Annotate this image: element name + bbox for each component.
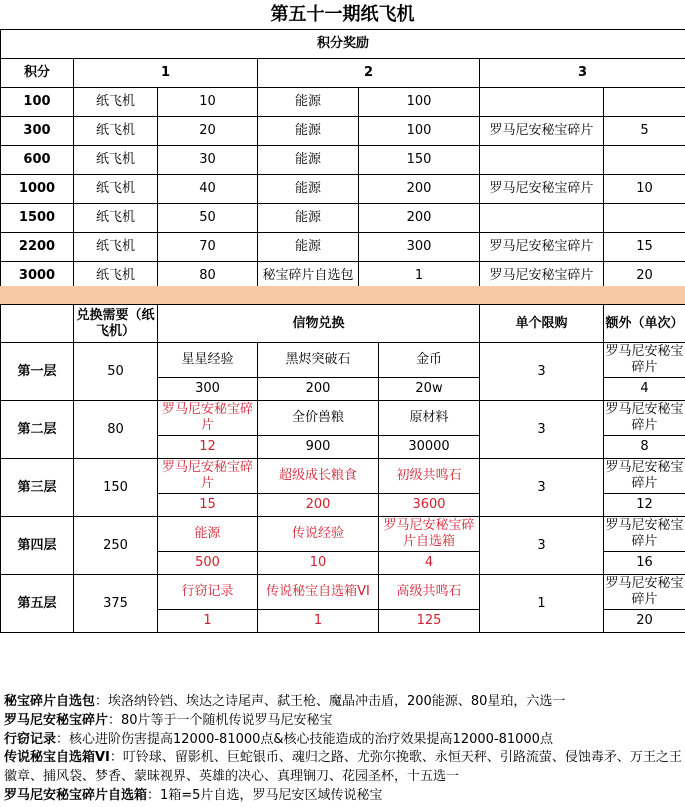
col-items-header: 信物兑换 [158,305,480,343]
reward-count-cell: 50 [158,204,258,233]
note-text: ：叮铃球、留影机、巨蛇银币、魂归之路、尤弥尔挽歌、永恒天秤、引路流萤、侵蚀毒矛、万王之王徽章、捕风袋、梦香、蒙昧视界、英雄的决心、真理锎刀、花园圣杯，十五选一 [4,750,682,785]
col-2-header: 2 [258,59,480,88]
points-cell: 1000 [1,175,74,204]
extra-count-cell: 12 [604,494,685,517]
note-line [4,731,684,750]
reward-row [1,175,685,204]
note-line [4,787,684,806]
exchange-item-cell: 星星经验 [158,343,258,378]
layer-row [1,401,685,436]
reward-row [1,88,685,117]
reward-item-cell: 能源 [258,175,359,204]
reward-count-cell: 200 [359,175,480,204]
exchange-count-cell: 30000 [379,436,480,459]
reward-item-cell: 纸飞机 [74,262,158,291]
reward-count-cell: 5 [604,117,685,146]
exchange-count-cell: 3600 [379,494,480,517]
exchange-corner-cell [1,305,74,343]
reward-count-cell: 20 [158,117,258,146]
reward-item-cell: 秘宝碎片自选包 [258,262,359,291]
col-points-header: 积分 [1,59,74,88]
exchange-count-cell: 300 [158,378,258,401]
exchange-count-cell: 1 [258,610,379,633]
reward-row [1,204,685,233]
extra-name-cell: 罗马尼安秘宝碎片 [604,343,685,378]
reward-count-cell: 20 [604,262,685,291]
extra-count-cell: 16 [604,552,685,575]
reward-item-cell: 纸飞机 [74,204,158,233]
reward-count-cell: 15 [604,233,685,262]
reward-count-cell: 1 [359,262,480,291]
col-need-header: 兑换需要（纸飞机） [74,305,158,343]
exchange-count-cell: 4 [379,552,480,575]
extra-count-cell: 8 [604,436,685,459]
layer-limit-cell: 3 [480,517,604,575]
extra-name-cell: 罗马尼安秘宝碎片 [604,459,685,494]
extra-name-cell: 罗马尼安秘宝碎片 [604,575,685,610]
reward-item-cell [480,88,604,117]
col-1-header: 1 [74,59,258,88]
reward-count-cell [604,88,685,117]
exchange-item-cell: 传说秘宝自选箱VI [258,575,379,610]
points-reward-table [0,29,685,291]
exchange-item-cell: 黑烬突破石 [258,343,379,378]
points-cell: 1500 [1,204,74,233]
page-title: 第五十一期纸飞机 [270,4,415,25]
rewards-header: 积分奖励 [1,30,685,59]
exchange-item-cell: 行窃记录 [158,575,258,610]
col-3-header: 3 [480,59,685,88]
extra-count-cell: 20 [604,610,685,633]
exchange-count-cell: 1 [158,610,258,633]
layer-name-cell: 第五层 [1,575,74,633]
exchange-item-cell: 高级共鸣石 [379,575,480,610]
exchange-item-cell: 传说经验 [258,517,379,552]
exchange-table [0,304,685,633]
layer-need-cell: 375 [74,575,158,633]
layer-need-cell: 80 [74,401,158,459]
reward-count-cell: 200 [359,204,480,233]
reward-item-cell: 能源 [258,117,359,146]
exchange-count-cell: 10 [258,552,379,575]
col-limit-header: 单个限购 [480,305,604,343]
note-label: 罗马尼安秘宝碎片自选箱 [4,787,148,803]
layer-limit-cell: 1 [480,575,604,633]
layer-limit-cell: 3 [480,343,604,401]
points-cell: 600 [1,146,74,175]
exchange-item-cell: 初级共鸣石 [379,459,480,494]
exchange-count-cell: 200 [258,378,379,401]
note-label: 罗马尼安秘宝碎片 [4,712,109,728]
reward-count-cell: 150 [359,146,480,175]
extra-name-cell: 罗马尼安秘宝碎片 [604,517,685,552]
note-line [4,693,684,712]
note-label: 行窃记录 [4,731,57,747]
note-text: ：核心进阶伤害提高12000-81000点&核心技能造成的治疗效果提高12000-81000点 [56,731,553,747]
reward-item-cell: 能源 [258,204,359,233]
exchange-item-cell: 超级成长粮食 [258,459,379,494]
reward-row [1,233,685,262]
reward-row [1,117,685,146]
exchange-count-cell: 20w [379,378,480,401]
exchange-count-cell: 12 [158,436,258,459]
exchange-item-cell: 罗马尼安秘宝碎片自选箱 [379,517,480,552]
note-text: ：1箱=5片自选，罗马尼安区域传说秘宝 [147,787,383,803]
reward-count-cell: 100 [359,88,480,117]
reward-count-cell: 70 [158,233,258,262]
reward-item-cell: 罗马尼安秘宝碎片 [480,175,604,204]
exchange-count-cell: 200 [258,494,379,517]
note-label: 传说秘宝自选箱VI [4,750,110,766]
layer-name-cell: 第四层 [1,517,74,575]
layer-row [1,343,685,378]
notes-section [4,693,684,806]
layer-name-cell: 第一层 [1,343,74,401]
reward-item-cell: 能源 [258,88,359,117]
exchange-item-cell: 金币 [379,343,480,378]
exchange-count-cell: 15 [158,494,258,517]
exchange-count-cell: 125 [379,610,480,633]
points-cell: 300 [1,117,74,146]
exchange-item-cell: 能源 [158,517,258,552]
exchange-item-cell: 全价兽粮 [258,401,379,436]
points-cell: 3000 [1,262,74,291]
exchange-count-cell: 500 [158,552,258,575]
reward-count-cell: 300 [359,233,480,262]
reward-item-cell: 纸飞机 [74,146,158,175]
reward-count-cell: 10 [604,175,685,204]
layer-name-cell: 第三层 [1,459,74,517]
note-text: ：埃洛纳铃铛、埃达之诗尾声、弑王枪、魔晶冲击盾，200能源、80星珀，六选一 [95,694,566,709]
layer-row [1,459,685,494]
layer-name-cell: 第二层 [1,401,74,459]
separator-band [0,286,685,304]
reward-count-cell: 30 [158,146,258,175]
note-text: ：80片等于一个随机传说罗马尼安秘宝 [108,712,333,728]
reward-item-cell: 罗马尼安秘宝碎片 [480,117,604,146]
note-line [4,749,684,787]
layer-row [1,575,685,610]
reward-count-cell [604,204,685,233]
layer-need-cell: 50 [74,343,158,401]
extra-name-cell: 罗马尼安秘宝碎片 [604,401,685,436]
reward-item-cell [480,146,604,175]
col-extra-header: 额外（单次） [604,305,685,343]
reward-count-cell [604,146,685,175]
layer-row [1,517,685,552]
exchange-count-cell: 900 [258,436,379,459]
exchange-item-cell: 罗马尼安秘宝碎片 [158,459,258,494]
reward-item-cell: 纸飞机 [74,175,158,204]
layer-limit-cell: 3 [480,459,604,517]
reward-count-cell: 10 [158,88,258,117]
exchange-item-cell: 原材料 [379,401,480,436]
reward-count-cell: 40 [158,175,258,204]
exchange-item-cell: 罗马尼安秘宝碎片 [158,401,258,436]
points-cell: 100 [1,88,74,117]
reward-row [1,146,685,175]
reward-item-cell [480,204,604,233]
note-line [4,712,684,731]
layer-limit-cell: 3 [480,401,604,459]
note-label: 秘宝碎片自选包 [4,694,96,709]
reward-item-cell: 罗马尼安秘宝碎片 [480,233,604,262]
reward-item-cell: 能源 [258,233,359,262]
reward-item-cell: 纸飞机 [74,117,158,146]
reward-item-cell: 罗马尼安秘宝碎片 [480,262,604,291]
reward-count-cell: 100 [359,117,480,146]
layer-need-cell: 150 [74,459,158,517]
points-cell: 2200 [1,233,74,262]
layer-need-cell: 250 [74,517,158,575]
reward-item-cell: 能源 [258,146,359,175]
extra-count-cell: 4 [604,378,685,401]
reward-item-cell: 纸飞机 [74,88,158,117]
reward-count-cell: 80 [158,262,258,291]
reward-item-cell: 纸飞机 [74,233,158,262]
